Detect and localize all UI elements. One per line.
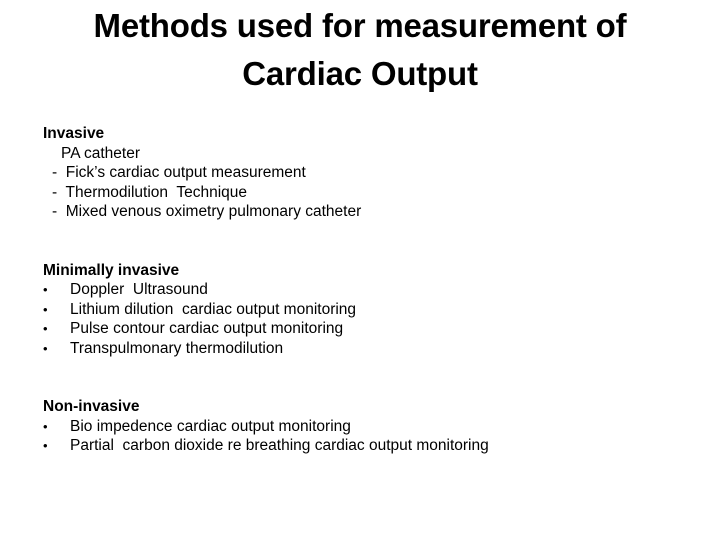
invasive-item: - Fick’s cardiac output measurement [52, 164, 306, 181]
list-item [43, 300, 683, 320]
bullet-icon: • [43, 301, 48, 317]
list-item-text: Transpulmonary thermodilution [70, 339, 284, 357]
list-item [43, 436, 683, 456]
list-item-text: Lithium dilution cardiac output monitoring [70, 300, 357, 318]
bullet-icon: • [43, 282, 48, 297]
section-heading-non-invasive: Non-invasive [43, 398, 140, 415]
bullet-icon: • [43, 418, 48, 434]
list-item [43, 280, 683, 300]
list-item-text: Partial carbon dioxide re breathing cardiac output monitoring [70, 437, 489, 454]
slide-title-line-2: Cardiac Output [242, 55, 478, 92]
slide-title [40, 2, 680, 98]
list-item [43, 319, 683, 339]
section-heading-invasive: Invasive [43, 125, 105, 142]
invasive-item: - Thermodilution Technique [52, 183, 248, 201]
section-minimally-invasive [43, 261, 683, 359]
bullet-icon: • [43, 340, 48, 356]
section-non-invasive [43, 397, 683, 456]
list-item-text: Doppler Ultrasound [70, 281, 208, 298]
bullet-icon: • [43, 321, 48, 336]
invasive-subheading: PA catheter [61, 144, 140, 162]
list-item-text: Pulse contour cardiac output monitoring [70, 320, 344, 337]
section-heading-minimally-invasive: Minimally invasive [43, 261, 180, 279]
slide-body [43, 124, 683, 456]
slide-title-line-1: Methods used for measurement of [93, 7, 627, 44]
bullet-icon: • [43, 438, 48, 453]
section-invasive [43, 124, 683, 222]
list-item-text: Bio impedence cardiac output monitoring [70, 417, 351, 435]
list-item [43, 417, 683, 437]
invasive-item: - Mixed venous oximetry pulmonary catheter [52, 203, 362, 220]
list-item [43, 339, 683, 359]
